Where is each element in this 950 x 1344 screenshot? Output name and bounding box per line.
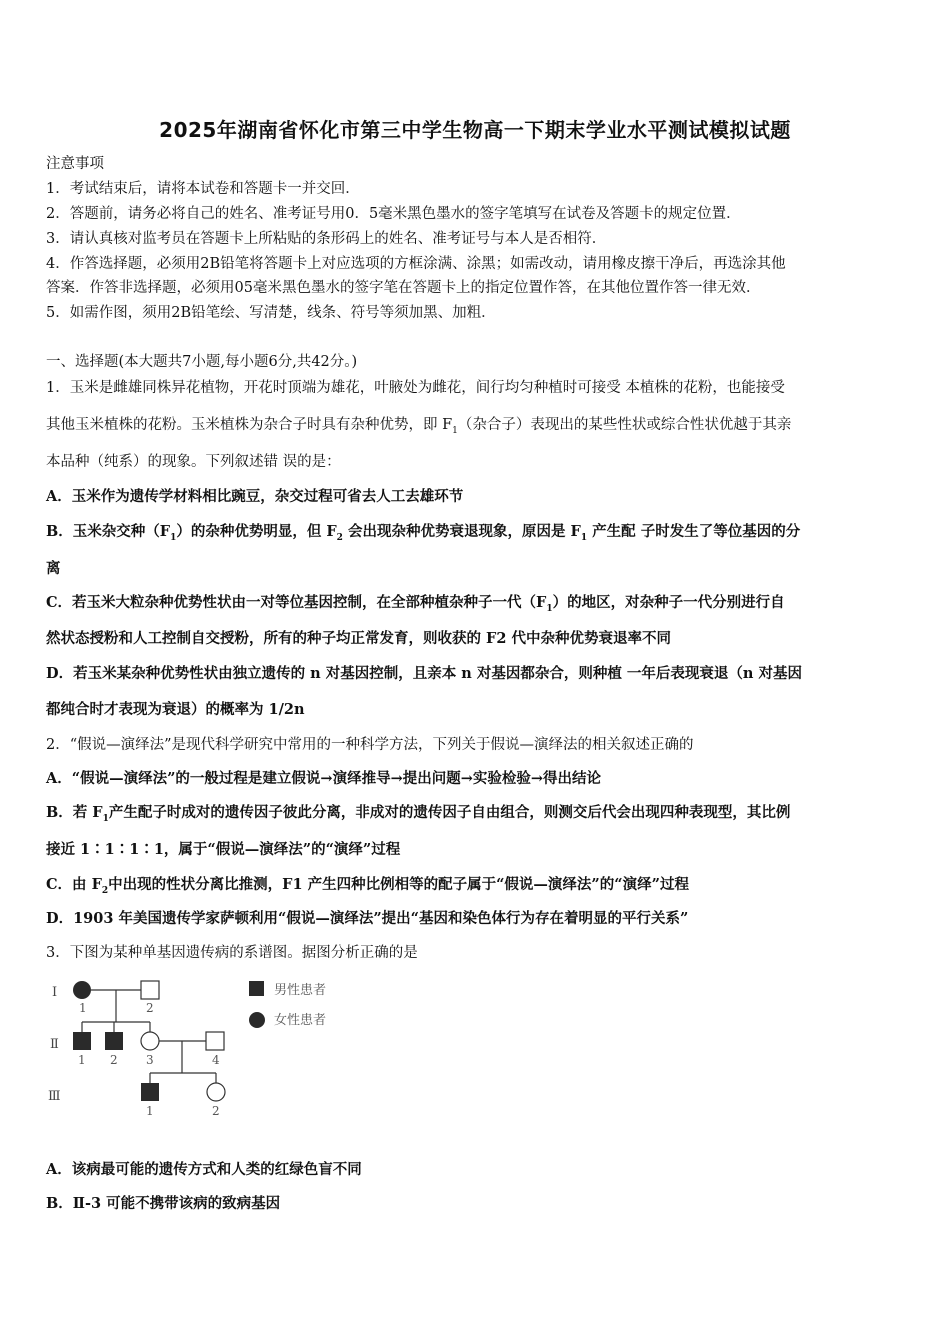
- page-title: 2025年湖南省怀化市第三中学生物高一下期末学业水平测试模拟试题: [159, 118, 791, 142]
- q1-stem: 1．玉米是雌雄同株异花植物，开花时顶端为雄花，叶腋处为雌花，间行均匀种植时可接受 本植株的花粉，也能接受: [46, 380, 785, 396]
- affected-male-symbol: [73, 1032, 91, 1050]
- legend-male-label: 男性患者: [274, 983, 327, 998]
- q2-option-d: D．1903 年美国遗传学家萨顿利用“假说—演绎法”提出“基因和染色体行为存在着明显的平行关系”: [46, 910, 689, 927]
- pedigree-chart: [46, 972, 356, 1127]
- q2-option-a: A．“假说—演绎法”的一般过程是建立假说→演绎推导→提出问题→实验检验→得出结论: [46, 770, 602, 787]
- affected-male-symbol: [141, 1083, 159, 1101]
- q1-option-a: A．玉米作为遗传学材料相比豌豆，杂交过程可省去人工去雄环节: [46, 488, 464, 505]
- generation-label: Ⅲ: [48, 1089, 61, 1104]
- notice-item: 答案．作答非选择题，必须用05毫米黑色墨水的签字笔在答题卡上的指定位置作答，在其他位置作答一律无效．: [46, 280, 761, 296]
- unaffected-female-symbol: [141, 1032, 159, 1050]
- legend-female-label: 女性患者: [274, 1013, 327, 1028]
- generation-label: Ⅰ: [52, 985, 58, 1000]
- q1-option-c: C．若玉米大粒杂种优势性状由一对等位基因控制，在全部种植杂种子一代$(F_1)$的地区，对杂种子一代分别进行自: [46, 594, 785, 614]
- generation-label: Ⅱ: [50, 1037, 59, 1052]
- legend-female-symbol: [249, 1012, 265, 1028]
- q3-stem: 3．下图为某种单基因遗传病的系谱图。据图分析正确的是: [46, 945, 418, 961]
- affected-female-symbol: [73, 981, 91, 999]
- notice-item: 4．作答选择题，必须用2B铅笔将答题卡上对应选项的方框涂满、涂黑；如需改动，请用橡皮擦干净后，再选涂其他: [46, 256, 786, 272]
- notice-item: 3．请认真核对监考员在答题卡上所粘贴的条形码上的姓名、准考证号与本人是否相符．: [46, 231, 607, 247]
- notice-item: 2．答题前，请务必将自己的姓名、准考证号用0．5毫米黑色墨水的签字笔填写在试卷及答题卡的规定位置．: [46, 206, 741, 222]
- individual-label: 2: [110, 1053, 118, 1067]
- q2-option-b: B．若 $F_1$产生配子时成对的遗传因子彼此分离，非成对的遗传因子自由组合，则测交后代会出现四种表现型，其比例: [46, 804, 791, 824]
- q2-stem: 2．“假说—演绎法”是现代科学研究中常用的一种科学方法，下列关于假说—演绎法的相关叙述正确的: [46, 737, 694, 753]
- unaffected-male-symbol: [141, 981, 159, 999]
- q2-option-c: C．由 $F_2$中出现的性状分离比推测，F1 产生四种比例相等的配子属于“假说—演绎法”的“演绎”过程: [46, 876, 689, 896]
- q2-option-b: 接近 1∶1∶1∶1，属于“假说—演绎法”的“演绎”过程: [46, 841, 401, 858]
- legend-male-symbol: [249, 981, 264, 996]
- unaffected-female-symbol: [207, 1083, 225, 1101]
- notice-heading: 注意事项: [46, 156, 104, 172]
- notice-item: 5．如需作图，须用2B铅笔绘、写清楚，线条、符号等须加黑、加粗．: [46, 305, 496, 321]
- individual-label: 1: [146, 1104, 154, 1118]
- unaffected-male-symbol: [206, 1032, 224, 1050]
- individual-label: 2: [212, 1104, 220, 1118]
- individual-label: 4: [212, 1053, 220, 1067]
- section-heading: 一、选择题(本大题共7小题,每小题6分,共42分。): [46, 354, 358, 370]
- q1-stem: 其他玉米植株的花粉。玉米植株为杂合子时具有杂种优势，即 $F_1$（杂合子）表现出的某些性状或综合性状优越于其亲: [46, 417, 792, 436]
- affected-male-symbol: [105, 1032, 123, 1050]
- notice-item: 1．考试结束后，请将本试卷和答题卡一并交回．: [46, 181, 360, 197]
- q1-option-d: D．若玉米某杂种优势性状由独立遗传的 n 对基因控制，且亲本 n 对基因都杂合，则种植 一年后表现衰退（n 对基因: [46, 665, 802, 682]
- individual-label: 2: [146, 1001, 154, 1015]
- q1-option-b: 离: [46, 560, 61, 577]
- q1-option-b: B．玉米杂交种$(F_1)$的杂种优势明显，但 $F_2$ 会出现杂种优势衰退现象，原因是 $F_1$ 产生配 子时发生了等位基因的分: [46, 523, 801, 543]
- individual-label: 3: [146, 1053, 154, 1067]
- q3-option-a: A．该病最可能的遗传方式和人类的红绿色盲不同: [46, 1161, 362, 1178]
- individual-label: 1: [79, 1001, 87, 1015]
- q1-stem: 本品种（纯系）的现象。下列叙述错 误的是：: [46, 454, 341, 470]
- q3-option-b: B．Ⅱ-3 可能不携带该病的致病基因: [46, 1195, 281, 1212]
- individual-label: 1: [78, 1053, 86, 1067]
- q1-option-d: 都纯合时才表现为衰退）的概率为 1/2n: [46, 701, 305, 718]
- q1-option-c: 然状态授粉和人工控制自交授粉，所有的种子均正常发育，则收获的 F2 代中杂种优势衰退率不同: [46, 630, 671, 647]
